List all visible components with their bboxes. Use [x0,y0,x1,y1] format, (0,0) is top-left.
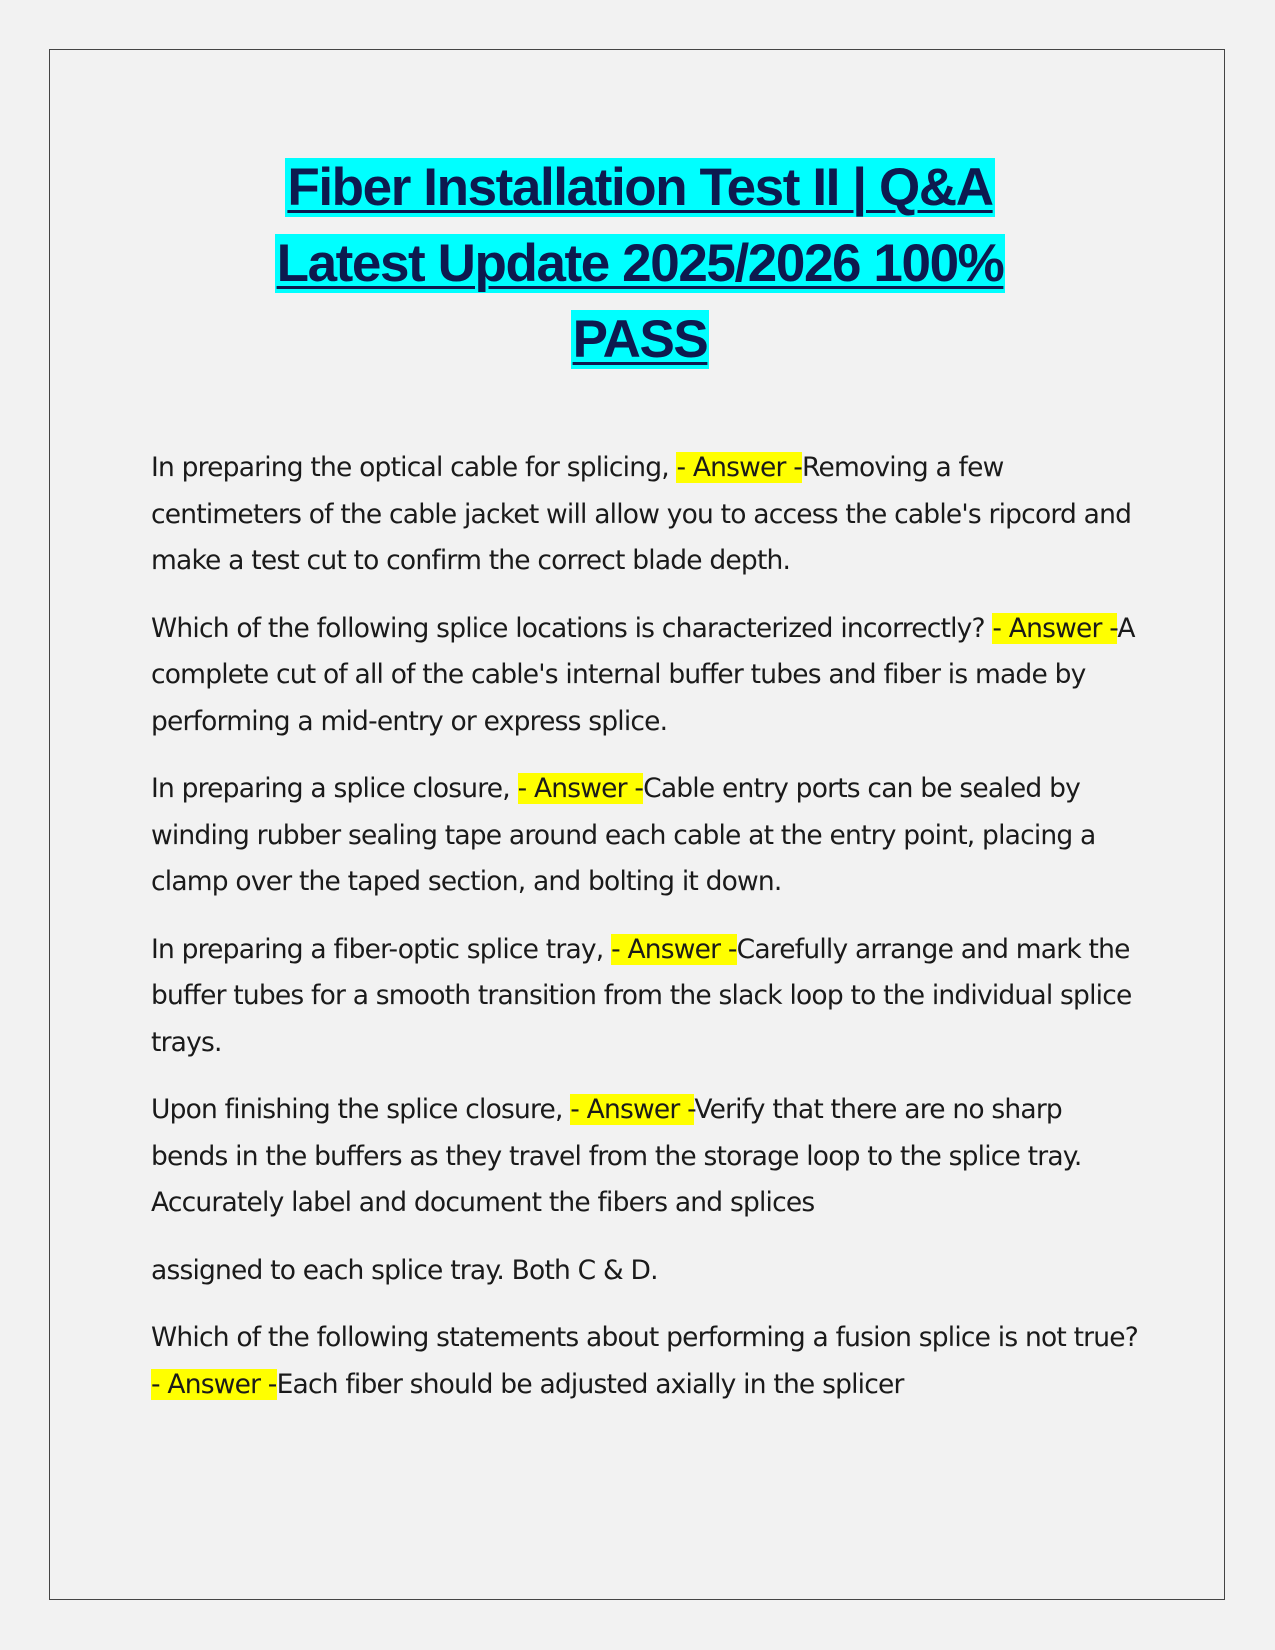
answer-text: A complete cut of all of the cable's internal buffer tubes and fiber is made by performing a mid-entry or express splice. [151,612,1135,737]
title-line-1: Fiber Installation Test II | Q&A [287,158,993,217]
answer-text: Cable entry ports can be sealed by winding rubber sealing tape around each cable at the entry point, placing a clamp over the taped section, and bolting it down. [151,773,1096,897]
question-text: In preparing a fiber-optic splice tray, [151,933,612,965]
answer-marker: - Answer - [992,612,1118,644]
qa-item-6 [151,1315,1141,1408]
qa-item-2 [151,606,1141,746]
answer-marker: - Answer - [151,1368,277,1400]
document-title [120,150,1160,378]
qa-item-3 [151,766,1141,906]
answer-marker: - Answer - [676,452,803,483]
question-text: Which of the following statements about performing a fusion splice is not true? [151,1322,1139,1353]
question-text: In preparing a splice closure, [151,773,518,804]
question-text: Upon finishing the splice closure, [151,1094,571,1125]
continuation-text: assigned to each splice tray. Both C & D. [151,1254,658,1286]
answer-text: Each fiber should be adjusted axially in the splicer [276,1368,904,1400]
qa-item-1 [151,445,1141,585]
answer-marker: - Answer - [517,773,644,804]
question-text: In preparing the optical cable for splicing, [151,452,677,483]
answer-marker: - Answer - [570,1094,695,1125]
answer-text: Removing a few centimeters of the cable jacket will allow you to access the cable's ripcord and make a test cut to confirm the correct blade depth. [151,452,1132,576]
qa-list [151,445,1141,1429]
title-line-2: Latest Update 2025/2026 100% [276,234,1004,293]
qa-item-4 [151,927,1141,1067]
answer-text: Verify that there are no sharp bends in the buffers as they travel from the storage loop to the splice tray. Accurately label and document the fibers and splices [151,1094,1082,1218]
qa-continuation [151,1248,1141,1295]
question-text: Which of the following splice locations is characterized incorrectly? [151,612,993,644]
answer-marker: - Answer - [611,933,737,965]
answer-text: Carefully arrange and mark the buffer tubes for a smooth transition from the slack loop to the individual splice trays. [151,933,1132,1058]
title-line-3: PASS [572,310,708,369]
qa-item-5 [151,1087,1141,1227]
